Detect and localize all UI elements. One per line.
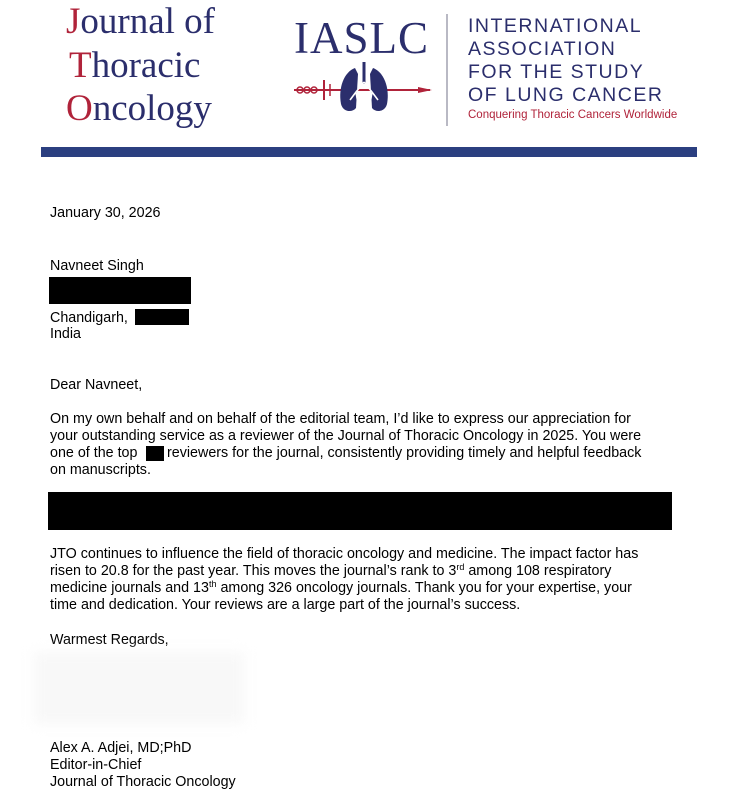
recipient-city: Chandigarh, [50, 310, 128, 326]
letter-date: January 30, 2026 [50, 205, 161, 221]
recipient-country: India [50, 326, 82, 342]
paragraph-2-line-3: medicine journals and 13th among 326 oncology journals. Thank you for your expertise, your [50, 579, 632, 596]
header-divider [446, 14, 448, 126]
journal-logo-line-2: Thoracic [69, 45, 201, 86]
paragraph-1-line-3a: one of the top [50, 445, 138, 461]
paragraph-1-line-3b: reviewers for the journal, consistently providing timely and helpful feedback [167, 445, 642, 461]
journal-logo-line-3: Oncology [66, 88, 212, 129]
journal-logo [66, 0, 266, 131]
recipient-name: Navneet Singh [50, 258, 144, 274]
iaslc-tagline: Conquering Thoracic Cancers Worldwide [468, 109, 678, 121]
salutation: Dear Navneet, [50, 377, 143, 393]
iaslc-name-line-1: INTERNATIONAL [468, 15, 643, 37]
signature-blurred [34, 652, 244, 724]
redaction-count [146, 446, 164, 461]
paragraph-2-line-2: risen to 20.8 for the past year. This moves the journal’s rank to 3rd among 108 respiratory [50, 562, 612, 579]
redaction-address [49, 277, 191, 304]
header-rule [41, 147, 697, 157]
iaslc-name-line-2: ASSOCIATION [468, 38, 617, 60]
iaslc-emblem-icon [292, 62, 434, 118]
redaction-city [135, 309, 189, 325]
iaslc-name-line-4: OF LUNG CANCER [468, 84, 664, 106]
signer-journal: Journal of Thoracic Oncology [50, 774, 236, 790]
iaslc-name-line-3: FOR THE STUDY [468, 61, 645, 83]
redaction-paragraph [48, 492, 672, 530]
iaslc-wordmark: IASLC [294, 13, 430, 63]
signer-title: Editor-in-Chief [50, 757, 142, 773]
paragraph-1-line-2: your outstanding service as a reviewer of the Journal of Thoracic Oncology in 2025. You were [50, 428, 642, 444]
journal-logo-line-1: Journal of [66, 1, 216, 42]
paragraph-2-line-4: time and dedication. Your reviews are a large part of the journal’s success. [50, 597, 521, 613]
iaslc-name [468, 15, 663, 107]
paragraph-1-line-4: on manuscripts. [50, 462, 151, 478]
paragraph-2-line-1: JTO continues to influence the field of thoracic oncology and medicine. The impact factor has [50, 546, 639, 562]
paragraph-1-line-1: On my own behalf and on behalf of the editorial team, I’d like to express our appreciation for [50, 411, 631, 427]
signer-name: Alex A. Adjei, MD;PhD [50, 740, 192, 756]
closing: Warmest Regards, [50, 632, 169, 648]
